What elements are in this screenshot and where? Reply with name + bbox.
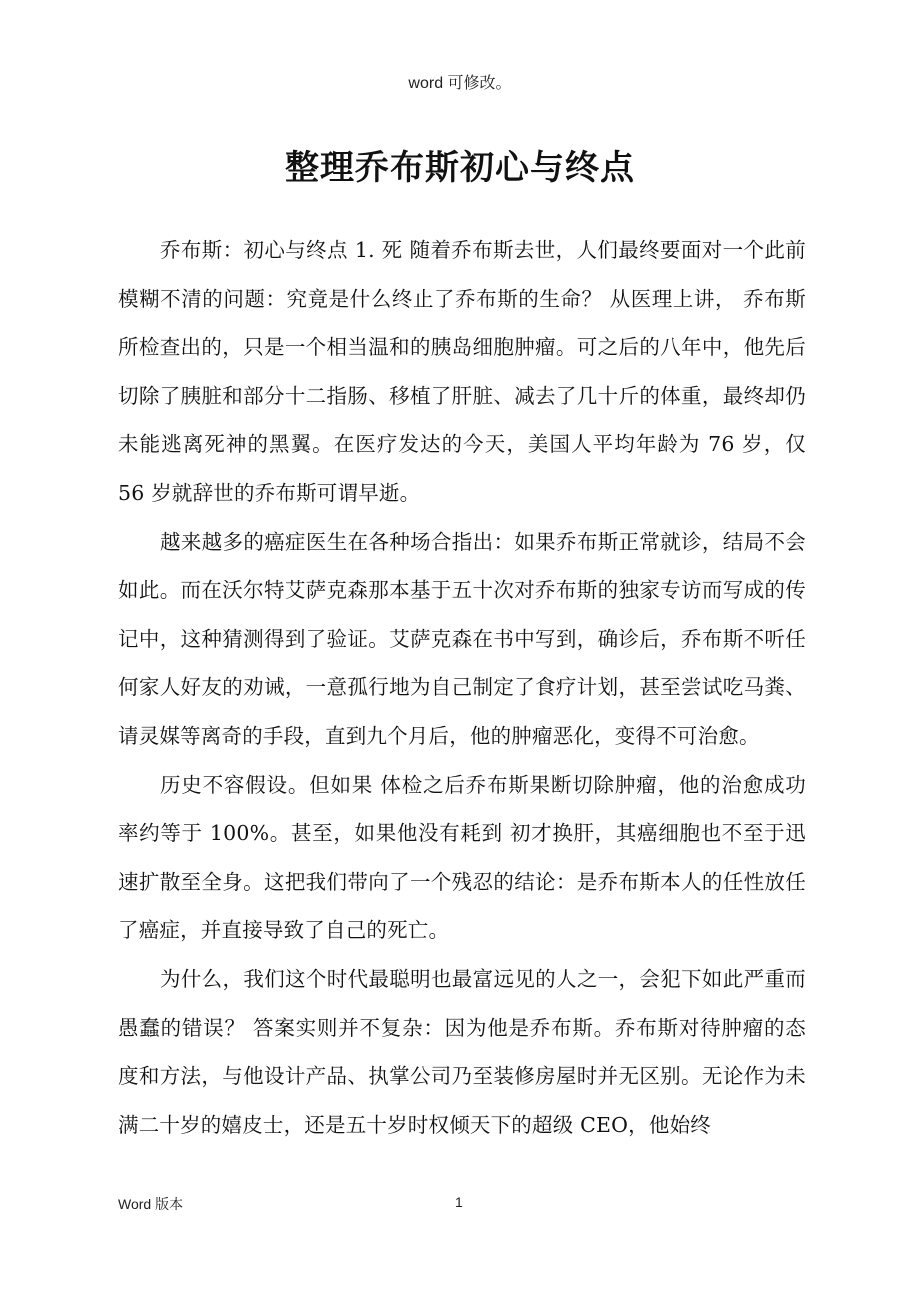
paragraph-4: 为什么，我们这个时代最聪明也最富远见的人之一，会犯下如此严重而愚蠢的错误？ 答案实则并不复杂：因为他是乔布斯。乔布斯对待肿瘤的态度和方法，与他设计产品、执掌公司乃至装修房屋时并无区别。无论作为未满二十岁的嬉皮士，还是五十岁时权倾天下的超级 CEO，他始终 [118,966,806,1137]
paragraph-1: 乔布斯：初心与终点 1. 死 随着乔布斯去世，人们最终要面对一个此前模糊不清的问题：究竟是什么终止了乔布斯的生命？ 从医理上讲， 乔布斯所检查出的，只是一个相当温和的胰岛细胞肿瘤。可之后的八年中，他先后切除了胰脏和部分十二指肠、移植了肝脏、减去了几十斤的体重，最终却仍未能逃离死神的黑翼。在医疗发达的今天，美国人平均年龄为 76 岁，仅 56 岁就辞世的乔布斯可谓早逝。 [118,238,806,505]
footer-version-label: Word 版本 [118,1196,184,1212]
document-body [118,226,806,1149]
paragraph-3: 历史不容假设。但如果 体检之后乔布斯果断切除肿瘤，他的治愈成功率约等于 100%。甚至，如果他没有耗到 初才换肝，其癌细胞也不至于迅速扩散至全身。这把我们带向了一个残忍的结论：是乔布斯本人的任性放任了癌症，并直接导致了自己的死亡。 [118,772,806,943]
paragraph-2: 越来越多的癌症医生在各种场合指出：如果乔布斯正常就诊，结局不会如此。而在沃尔特艾萨克森那本基于五十次对乔布斯的独家专访而写成的传记中，这种猜测得到了验证。艾萨克森在书中写到，确诊后，乔布斯不听任何家人好友的劝诫，一意孤行地为自己制定了食疗计划，甚至尝试吃马粪、请灵媒等离奇的手段，直到九个月后，他的肿瘤恶化，变得不可治愈。 [118,529,806,748]
footer-page-number: 1 [455,1194,463,1210]
document-title: 整理乔布斯初心与终点 [285,148,635,188]
header-note: word 可修改。 [408,75,512,92]
